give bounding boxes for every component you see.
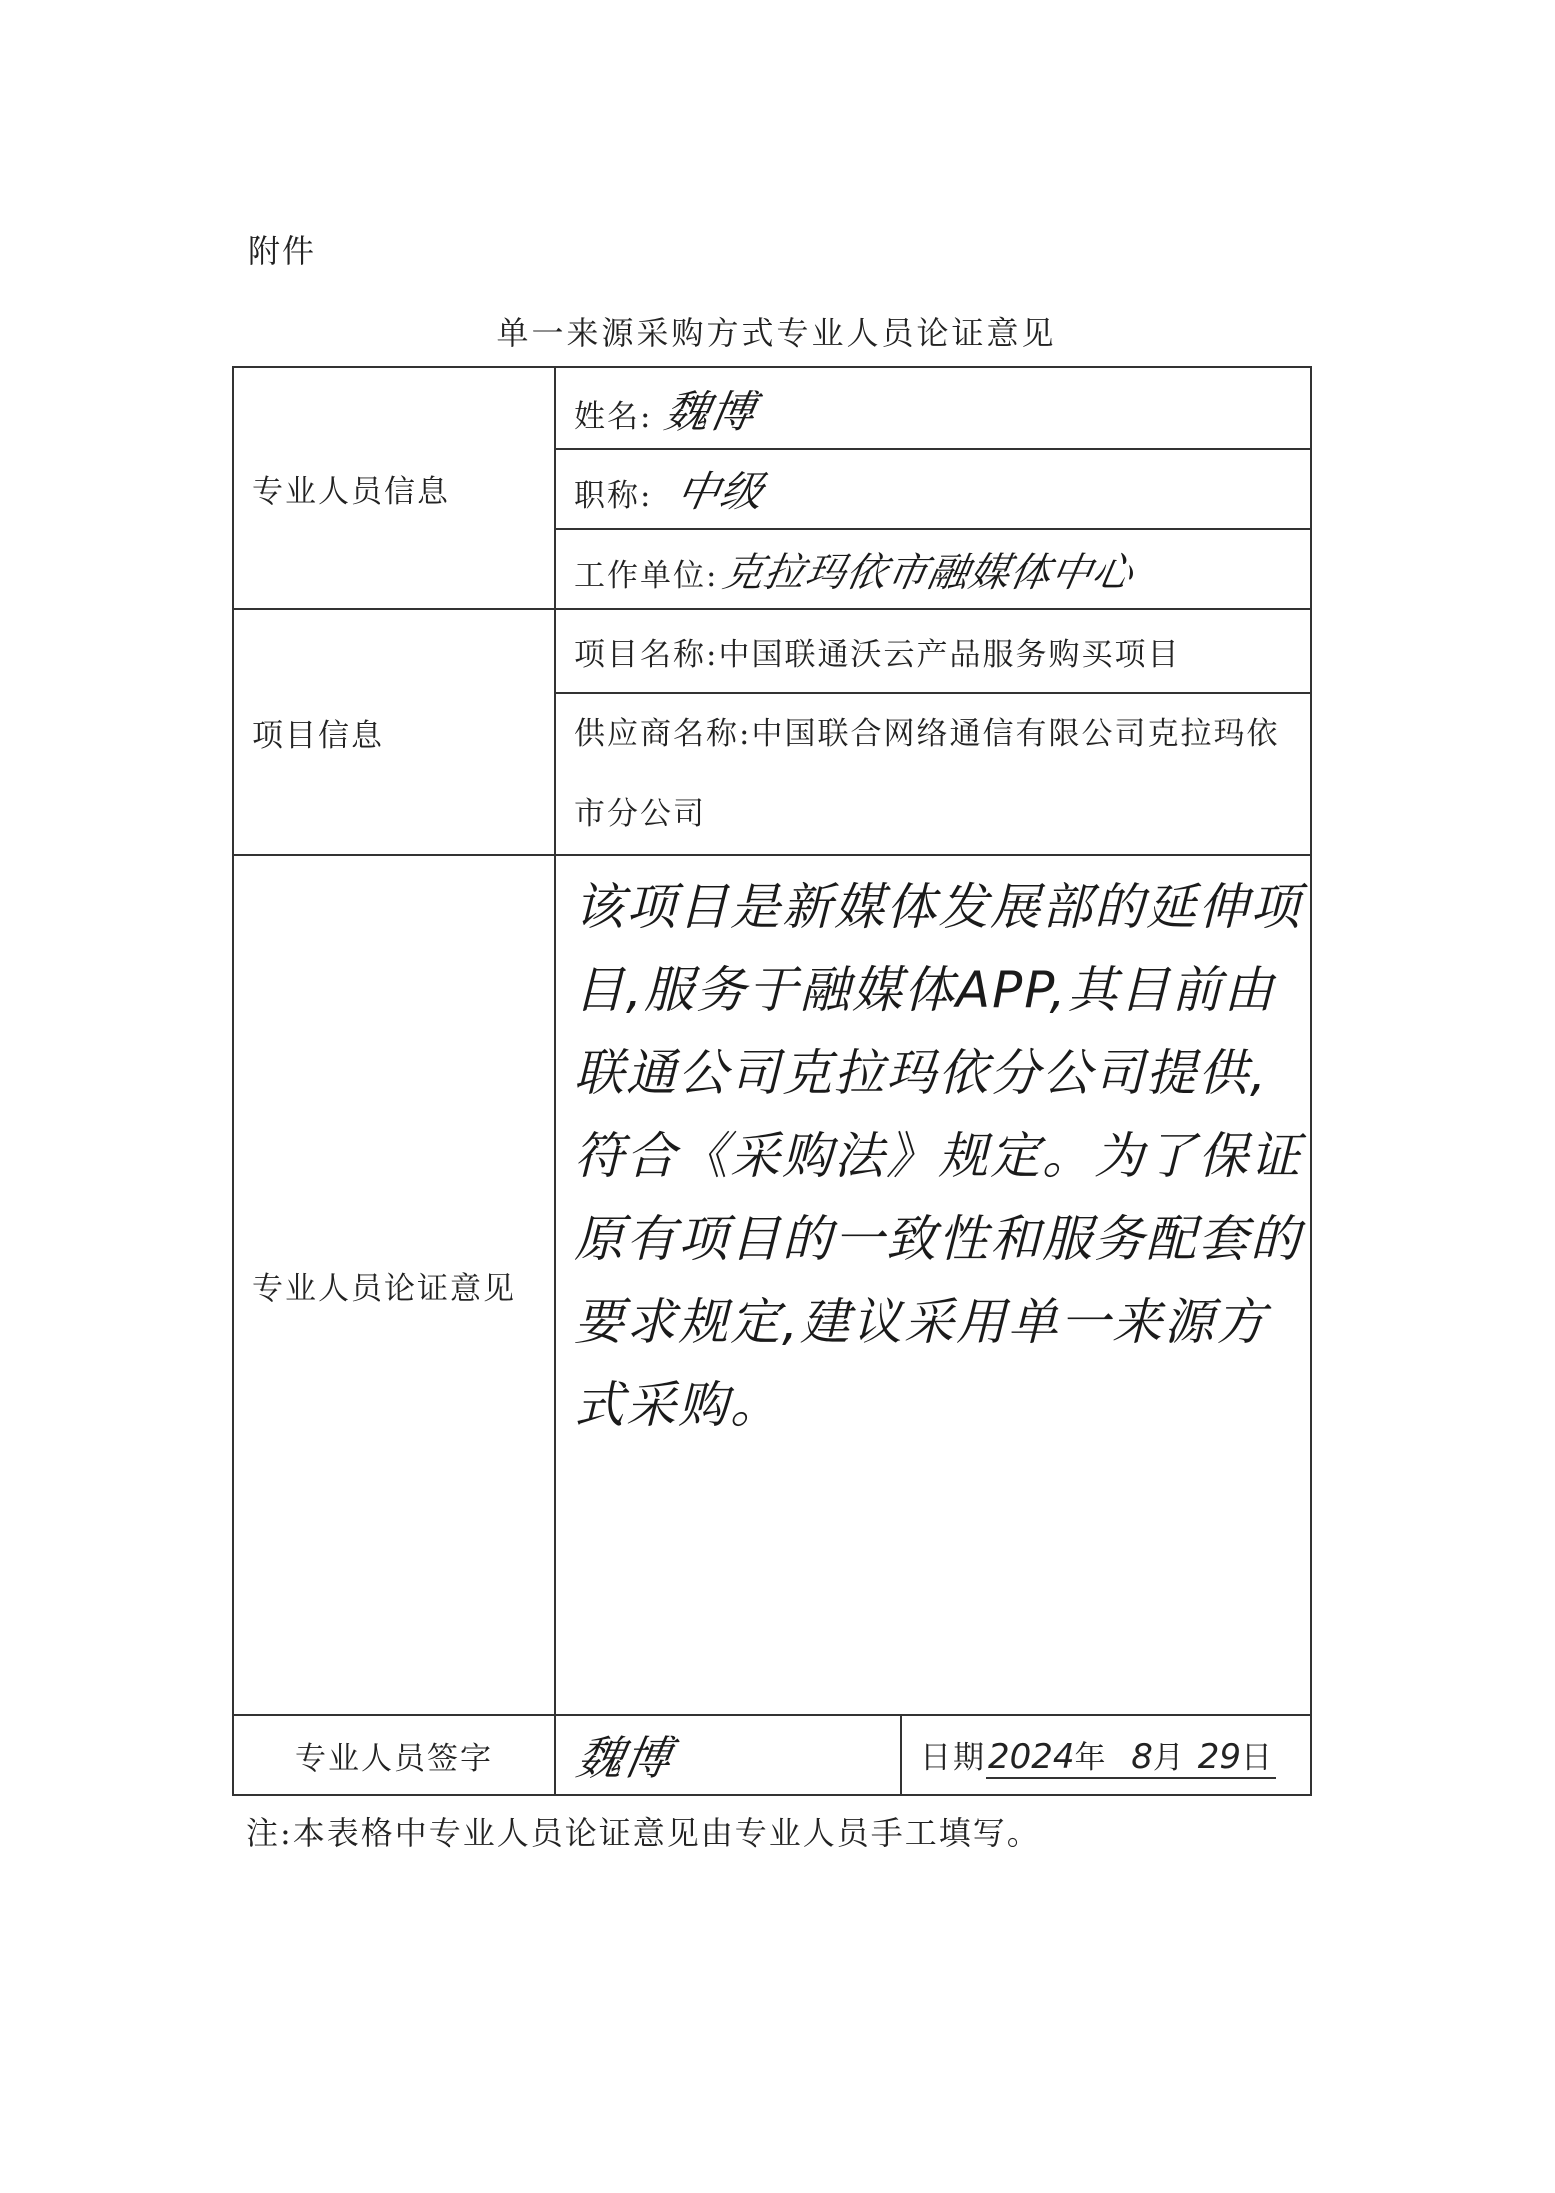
date-month-unit: 月: [1152, 1739, 1186, 1776]
employer-row: [555, 529, 1311, 609]
supplier-label: 供应商名称:: [574, 716, 752, 752]
opinion-cell: [555, 855, 1311, 1715]
title-value: 中级: [673, 467, 769, 516]
project-info-label: 项目信息: [233, 609, 555, 855]
date-month: 8: [1131, 1736, 1153, 1777]
date-year-unit: 年: [1074, 1739, 1108, 1776]
opinion-label: 专业人员论证意见: [233, 855, 555, 1715]
date-cell: [901, 1715, 1311, 1795]
name-value: 魏博: [661, 387, 761, 438]
signature-label: 专业人员签字: [233, 1715, 555, 1795]
date-year: 2024: [988, 1736, 1075, 1777]
title-row: [555, 449, 1311, 529]
project-name-label: 项目名称:: [574, 636, 719, 673]
attachment-label: 附件: [248, 232, 317, 270]
name-label: 姓名:: [574, 399, 653, 435]
employer-value: 克拉玛依市融媒体中心: [719, 549, 1138, 596]
argument-form-table: [232, 366, 1312, 1796]
signature-cell: [555, 1715, 901, 1795]
professional-info-label: 专业人员信息: [233, 367, 555, 609]
signature-value: 魏博: [572, 1731, 677, 1785]
employer-label: 工作单位:: [574, 557, 719, 594]
date-day: 29: [1197, 1736, 1242, 1777]
date-day-unit: 日: [1241, 1739, 1275, 1776]
supplier-row: [555, 693, 1311, 855]
project-name-value: 中国联通沃云产品服务购买项目: [718, 636, 1181, 673]
date-value-line: [986, 1732, 1276, 1779]
footnote: 注:本表格中专业人员论证意见由专业人员手工填写。: [246, 1814, 1041, 1852]
supplier-value: 中国联合网络通信有限公司克拉玛依市分公司: [574, 716, 1280, 832]
document-title: 单一来源采购方式专业人员论证意见: [496, 314, 1057, 352]
name-row: [555, 367, 1311, 449]
project-name-row: [555, 609, 1311, 693]
title-label: 职称:: [574, 478, 653, 514]
opinion-handwritten-text: 该项目是新媒体发展部的延伸项目,服务于融媒体APP,其目前由联通公司克拉玛依分公司提供,符合《采购法》规定。为了保证原有项目的一致性和服务配套的要求规定,建议采用单一来源方式采购。: [574, 878, 1302, 1434]
date-label: 日期: [920, 1739, 986, 1776]
